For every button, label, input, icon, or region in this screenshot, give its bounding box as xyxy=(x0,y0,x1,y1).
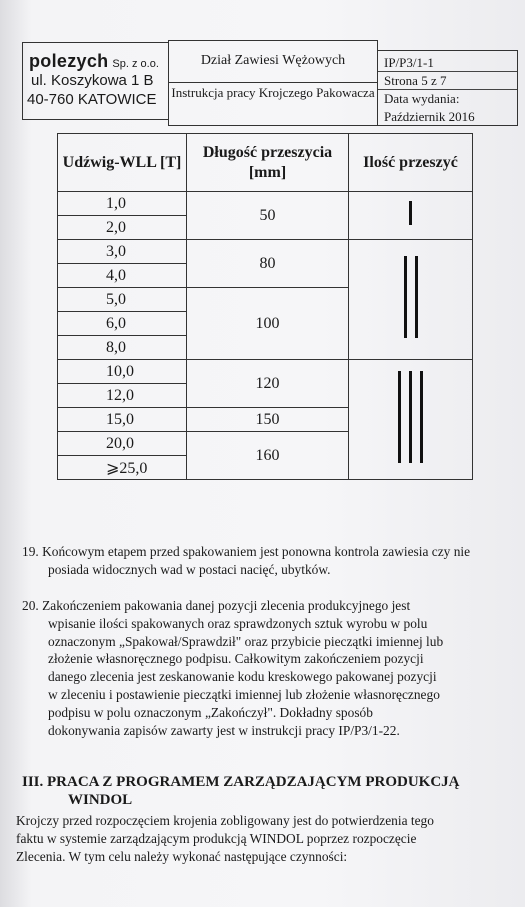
capacity-cell: 4,0 xyxy=(58,264,187,288)
address-line-2: 40-760 KATOWICE xyxy=(27,91,157,108)
item-20-line: podpisu w polu oznaczonym „Zakończył". Dokładny sposób xyxy=(48,704,373,720)
stitch-table xyxy=(57,133,473,480)
col-header-capacity: Udźwig-WLL [T] xyxy=(58,134,187,192)
length-cell: 150 xyxy=(187,408,349,432)
stitch-bar-icon xyxy=(398,371,401,463)
item-20-line: dokonywania zapisów zawarty jest w instrukcji pracy IP/P3/1-22. xyxy=(48,722,400,738)
department-name: Dział Zawiesi Wężowych xyxy=(169,41,377,83)
item-20-line: w zleceniu i postawienie pieczątki imiennej lub złożenie własnoręcznego xyxy=(48,686,440,702)
capacity-cell: 12,0 xyxy=(58,384,187,408)
stitch-count-cell xyxy=(349,240,473,360)
capacity-cell: 10,0 xyxy=(58,360,187,384)
item-20-line: danego zlecenia jest zeskanowanie kodu kreskowego pakowanej pozycji xyxy=(48,669,437,685)
section-heading-line: WINDOL xyxy=(68,792,133,808)
capacity-cell: 6,0 xyxy=(58,312,187,336)
capacity-cell: 3,0 xyxy=(58,240,187,264)
table-header-row xyxy=(58,134,473,192)
issue-date-label: Data wydania: xyxy=(384,91,460,106)
stitch-bar-icon xyxy=(409,371,412,463)
item-20-line: wpisanie ilości spakowanych oraz sprawdzonych sztuk wyrobu w polu xyxy=(48,615,428,631)
length-cell: 50 xyxy=(187,192,349,240)
length-cell: 120 xyxy=(187,360,349,408)
stitch-bar-icon xyxy=(420,371,423,463)
stitch-count-cell xyxy=(349,360,473,480)
brand-name: polezych xyxy=(29,51,109,71)
item-20-line: złożenie własnoręcznego podpisu. Całkowitym zakończeniem pozycji xyxy=(48,651,424,667)
section-heading-line: III. PRACA Z PROGRAMEM ZARZĄDZAJĄCYM PRODUKCJĄ xyxy=(22,774,460,790)
section-paragraph-line: Krojczy przed rozpoczęciem krojenia zobligowany jest do potwierdzenia tego xyxy=(16,813,434,828)
stitch-count-cell xyxy=(349,192,473,240)
item-20-line: 20. Zakończeniem pakowania danej pozycji zlecenia produkcyjnego jest xyxy=(22,598,411,613)
meta-divider xyxy=(378,89,517,90)
page-number: Strona 5 z 7 xyxy=(384,73,447,88)
item-19-text: 19. Końcowym etapem przed spakowaniem jest ponowna kontrola zawiesia czy nie posiada widocznych wad w postaci nacięć, ubytków. xyxy=(22,544,471,577)
capacity-cell: 20,0 xyxy=(58,432,187,456)
table-row xyxy=(58,360,473,384)
col-header-length: Długość przeszycia [mm] xyxy=(187,134,349,192)
company-logo-box xyxy=(22,42,168,120)
stitch-count-2 xyxy=(400,325,422,342)
header-title-box xyxy=(168,40,378,126)
address-line-1: ul. Koszykowa 1 B xyxy=(31,72,154,89)
table-row xyxy=(58,192,473,216)
company-logo xyxy=(29,51,159,72)
capacity-cell: 1,0 xyxy=(58,192,187,216)
capacity-cell: ⩾25,0 xyxy=(58,456,187,480)
section-paragraph-line: faktu w systemie zarządzającym produkcją WINDOL poprzez rozpoczęcie xyxy=(16,830,417,846)
capacity-cell: 15,0 xyxy=(58,408,187,432)
capacity-cell: 8,0 xyxy=(58,336,187,360)
stitch-count-1 xyxy=(405,212,416,229)
document-id: IP/P3/1-1 xyxy=(384,55,434,70)
table-row xyxy=(58,240,473,264)
stitch-bar-icon xyxy=(415,256,418,338)
stitch-bar-icon xyxy=(404,256,407,338)
section-heading xyxy=(22,773,522,809)
section-paragraph-line: Zlecenia. W tym celu należy wykonać następujące czynności: xyxy=(16,848,348,864)
instruction-item-20 xyxy=(22,597,522,739)
issue-date: Październik 2016 xyxy=(384,109,475,124)
section-paragraph xyxy=(16,812,521,865)
stitch-bar-icon xyxy=(409,201,412,225)
instruction-title: Instrukcja pracy Krojczego Pakowacza xyxy=(171,85,375,100)
item-20-line: oznaczonym „Spakował/Sprawdził" oraz przybicie pieczątki imiennej lub xyxy=(48,633,444,649)
length-cell: 160 xyxy=(187,432,349,480)
instruction-item-19 xyxy=(22,543,514,579)
document-header xyxy=(22,40,525,126)
capacity-cell: 5,0 xyxy=(58,288,187,312)
capacity-cell: 2,0 xyxy=(58,216,187,240)
stitch-count-3 xyxy=(394,450,427,467)
meta-divider xyxy=(378,71,517,72)
col-header-count: Ilość przeszyć xyxy=(349,134,473,192)
length-cell: 100 xyxy=(187,288,349,360)
length-cell: 80 xyxy=(187,240,349,288)
brand-suffix: Sp. z o.o. xyxy=(112,58,159,70)
header-meta-box xyxy=(378,50,518,126)
